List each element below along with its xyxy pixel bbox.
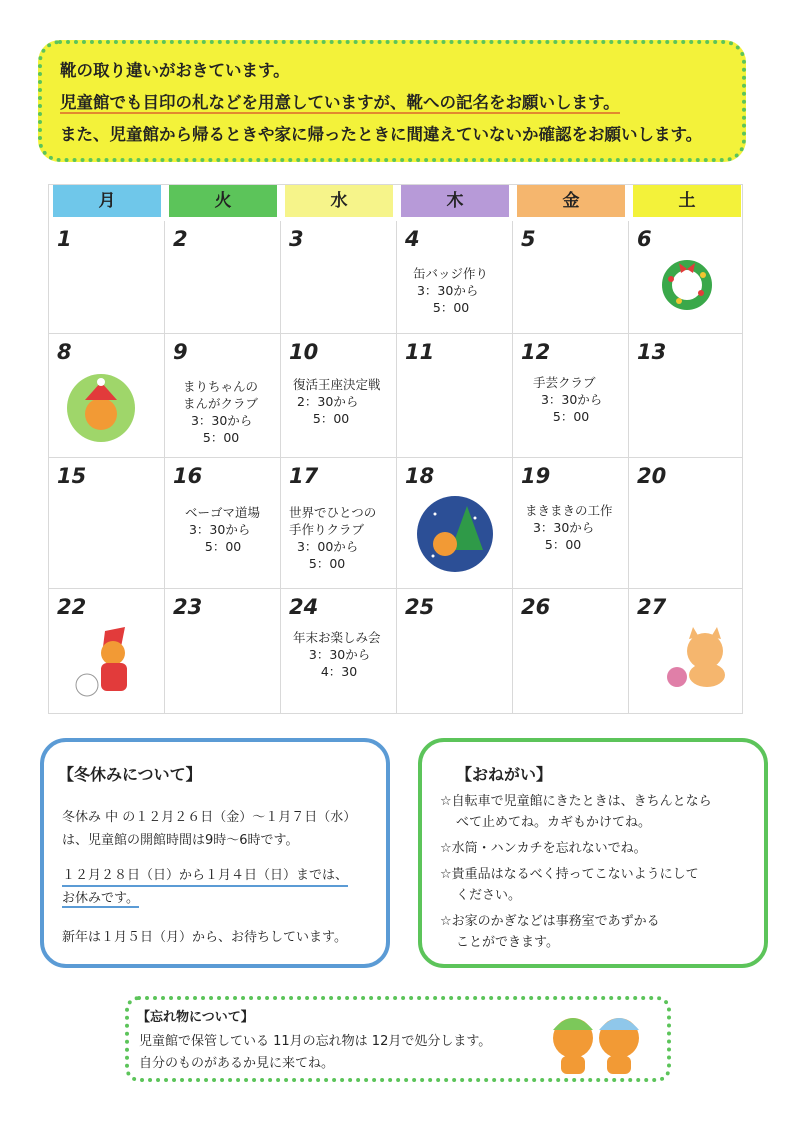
day-number: 12 xyxy=(521,340,551,364)
lost-items-title: 【忘れ物について】 xyxy=(137,1010,254,1025)
day-cell xyxy=(397,458,513,589)
day-number: 5 xyxy=(521,227,536,251)
day-number: 2 xyxy=(173,227,188,251)
weekday-wed: 水 xyxy=(285,185,393,217)
day-cell xyxy=(49,221,165,334)
event-text: 年末お楽しみ会 3：30から 4：30 xyxy=(293,630,381,679)
day-cell xyxy=(49,334,165,458)
day-cell xyxy=(629,458,742,589)
day-number: 24 xyxy=(289,595,319,619)
winter-text-2b xyxy=(62,889,139,908)
day-cell xyxy=(629,334,742,458)
day-cell xyxy=(281,334,397,458)
event-text: 手芸クラブ 3：30から 5：00 xyxy=(533,375,603,424)
weekday-tue: 火 xyxy=(169,185,277,217)
lost-items-text-1: 児童館で保管している 11月の忘れ物は 12月で処分します。 xyxy=(139,1034,492,1049)
day-number: 6 xyxy=(637,227,652,251)
request-item-3: ☆貴重品はなるべく持ってこないようにして xyxy=(440,867,699,882)
day-number: 23 xyxy=(173,595,203,619)
day-cell xyxy=(397,589,513,713)
day-cell xyxy=(513,458,629,589)
day-cell xyxy=(165,221,281,334)
day-number: 11 xyxy=(405,340,435,364)
request-box xyxy=(418,738,768,968)
weekday-fri: 金 xyxy=(517,185,625,217)
cat-with-yarn-icon xyxy=(665,627,735,691)
day-number: 17 xyxy=(289,464,319,488)
winter-holiday-box xyxy=(40,738,390,968)
event-text: 世界でひとつの 手作りクラブ 3：00から 5：00 xyxy=(289,505,377,571)
day-number: 8 xyxy=(57,340,72,364)
request-item-4b: ことができます。 xyxy=(456,935,559,950)
day-cell xyxy=(513,334,629,458)
notice-line-2-text: 児童館でも目印の札などを用意していますが、靴への記名をお願いします。 xyxy=(60,93,620,112)
day-cell xyxy=(513,221,629,334)
santa-icon xyxy=(75,623,145,699)
santa-hat-cat-icon xyxy=(65,372,137,444)
event-text: まりちゃんの まんがクラブ 3：30から 5：00 xyxy=(183,379,259,445)
day-number: 20 xyxy=(637,464,667,488)
day-number: 15 xyxy=(57,464,87,488)
day-cell xyxy=(629,221,742,334)
day-cell xyxy=(165,458,281,589)
day-number: 22 xyxy=(57,595,87,619)
weekday-sat: 土 xyxy=(633,185,741,217)
day-cell xyxy=(165,334,281,458)
notice-banner xyxy=(38,40,746,162)
christmas-tree-cat-icon xyxy=(415,494,495,574)
day-number: 9 xyxy=(173,340,188,364)
day-number: 16 xyxy=(173,464,203,488)
winter-text-1b: は、児童館の開館時間は9時～6時です。 xyxy=(62,833,299,848)
wreath-icon xyxy=(657,253,717,313)
day-number: 25 xyxy=(405,595,435,619)
request-title: 【おねがい】 xyxy=(456,765,553,784)
day-cell xyxy=(281,221,397,334)
request-item-4: ☆お家のかぎなどは事務室であずかる xyxy=(440,914,660,929)
winter-text-2a: １２月２８日（日）から１月４日（日）までは、 xyxy=(62,866,348,887)
day-number: 3 xyxy=(289,227,304,251)
request-item-2: ☆水筒・ハンカチを忘れないでね。 xyxy=(440,841,647,856)
day-number: 27 xyxy=(637,595,667,619)
lost-items-text-2: 自分のものがあるか見に来てね。 xyxy=(139,1056,335,1071)
request-item-1: ☆自転車で児童館にきたときは、きちんとなら xyxy=(440,794,712,809)
request-item-1b: べて止めてね。カギもかけてね。 xyxy=(456,815,652,830)
day-cell xyxy=(397,334,513,458)
day-cell xyxy=(165,589,281,713)
day-number: 1 xyxy=(57,227,72,251)
weekday-thu: 木 xyxy=(401,185,509,217)
winter-text-2b-span: お休みです。 xyxy=(62,891,139,906)
day-number: 19 xyxy=(521,464,551,488)
event-text: まきまきの工作 3：30から 5：00 xyxy=(525,503,613,552)
event-text: 復活王座決定戦 2：30から 5：00 xyxy=(293,377,381,426)
lost-items-box xyxy=(125,996,671,1082)
day-cell xyxy=(281,458,397,589)
day-cell xyxy=(281,589,397,713)
notice-line-1: 靴の取り違いがおきています。 xyxy=(60,61,290,80)
day-number: 26 xyxy=(521,595,551,619)
day-number: 4 xyxy=(405,227,420,251)
two-characters-icon xyxy=(543,1004,653,1078)
day-cell xyxy=(49,589,165,713)
day-number: 13 xyxy=(637,340,667,364)
winter-text-3: 新年は１月５日（月）から、お待ちしています。 xyxy=(62,930,347,945)
winter-text-1a: 冬休み 中 の１２月２６日（金）～１月７日（水） xyxy=(62,810,357,825)
day-number: 18 xyxy=(405,464,435,488)
day-cell xyxy=(49,458,165,589)
notice-line-2 xyxy=(60,90,724,116)
request-item-3b: ください。 xyxy=(456,888,522,903)
weekday-mon: 月 xyxy=(53,185,161,217)
day-cell xyxy=(397,221,513,334)
notice-line-3: また、児童館から帰るときや家に帰ったときに間違えていないか確認をお願いします。 xyxy=(60,125,703,144)
day-cell xyxy=(513,589,629,713)
event-text: ベーゴマ道場 3：30から 5：00 xyxy=(185,505,261,554)
day-cell xyxy=(629,589,742,713)
winter-holiday-title: 【冬休みについて】 xyxy=(58,765,202,784)
event-text: 缶バッジ作り 3：30から 5：00 xyxy=(413,266,489,315)
day-number: 10 xyxy=(289,340,319,364)
calendar xyxy=(48,184,743,714)
